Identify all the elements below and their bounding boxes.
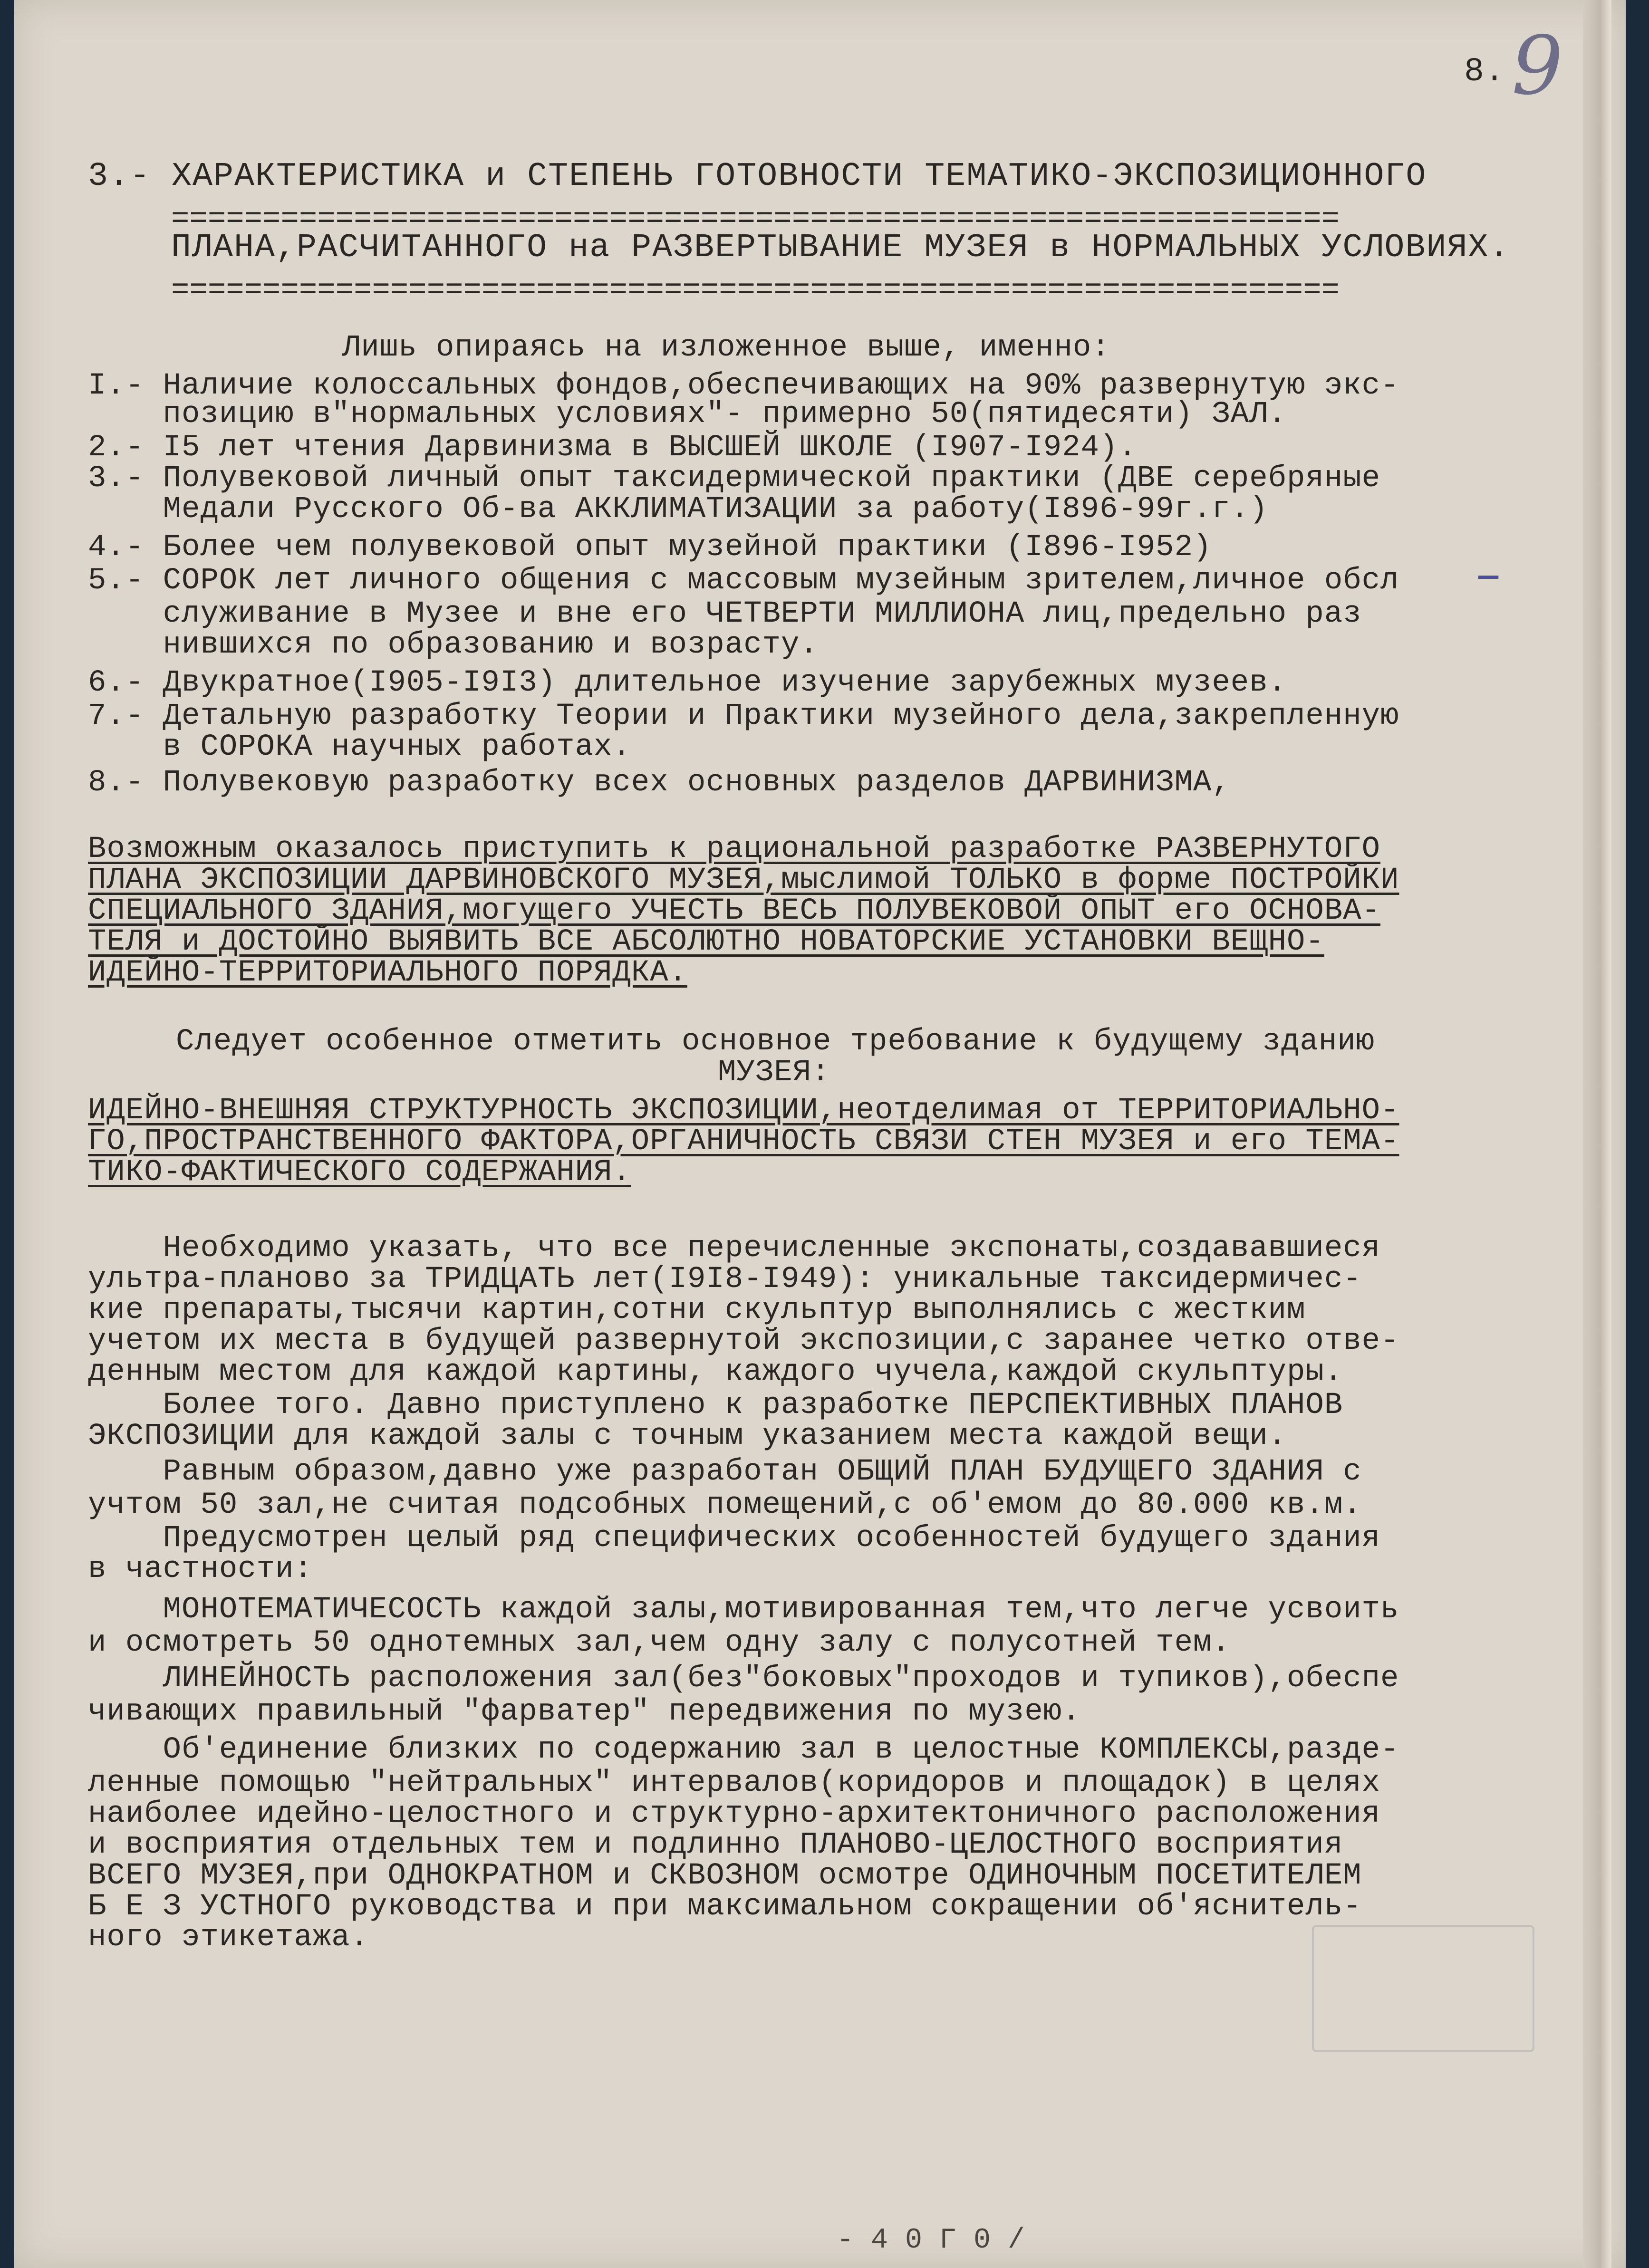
body-line-22: ного этикетажа. xyxy=(88,1921,369,1955)
handwritten-page-number: 9 xyxy=(1512,19,1563,113)
ink-correction-mark: — xyxy=(1478,558,1499,596)
body-line-7: ЭКСПОЗИЦИИ для каждой залы с точным указанием места каждой вещи. xyxy=(88,1419,1287,1453)
conclusion-line-2: ПЛАНА ЭКСПОЗИЦИИ ДАРВИНОВСКОГО МУЗЕЯ,мыслимой ТОЛЬКО в форме ПОСТРОЙКИ xyxy=(88,863,1399,897)
requirement-underlined-1: ИДЕЙНО-ВНЕШНЯЯ СТРУКТУРНОСТЬ ЭКСПОЗИЦИИ,неотделимая от ТЕРРИТОРИАЛЬНО- xyxy=(88,1094,1399,1128)
body-line-2: ультра-планово за ТРИДЦАТЬ лет(I9I8-I949): уникальные таксидермичес- xyxy=(88,1262,1362,1297)
requirement-line-1: Следует особенное отметить основное требование к будущему зданию xyxy=(176,1025,1375,1059)
body-line-5: денным местом для каждой картины, каждого чучела,каждой скульптуры. xyxy=(88,1355,1343,1389)
body-line-15: чивающих правильный "фарватер" передвижения по музею. xyxy=(88,1695,1081,1729)
body-line-1: Необходимо указать, что все перечисленные экспонаты,создававшиеся xyxy=(88,1231,1381,1266)
list-item-4: 4.- Более чем полувековой опыт музейной практики (I896-I952) xyxy=(88,530,1212,565)
body-line-9: учтом 50 зал,не считая подсобных помещений,с об'емом до 80.000 кв.м. xyxy=(88,1488,1362,1522)
list-item-1-cont: позицию в"нормальных условиях"- примерно 50(пятидесяти) ЗАЛ. xyxy=(88,397,1287,432)
body-line-16: Об'единение близких по содержанию зал в целостные КОМПЛЕКСЫ,разде- xyxy=(88,1733,1399,1767)
body-line-21: Б Е З УСТНОГО руководства и при максимальном сокращении об'яснитель- xyxy=(88,1890,1362,1924)
requirement-underlined-2: ГО,ПРОСТРАНСТВЕННОГО ФАКТОРА,ОРГАНИЧНОСТЬ СВЯЗИ СТЕН МУЗЕЯ и его ТЕМА- xyxy=(88,1124,1399,1159)
conclusion-line-4: ТЕЛЯ и ДОСТОЙНО ВЫЯВИТЬ ВСЕ АБСОЛЮТНО НОВАТОРСКИЕ УСТАНОВКИ ВЕЩНО- xyxy=(88,925,1324,959)
list-item-5: 5.- СОРОК лет личного общения с массовым музейным зрителем,личное обсл xyxy=(88,564,1399,598)
requirement-line-2: МУЗЕЯ: xyxy=(718,1056,830,1090)
body-line-10: Предусмотрен целый ряд специфических особенностей будущего здания xyxy=(88,1521,1381,1556)
list-item-6: 6.- Двукратное(I905-I9I3) длительное изучение зарубежных музеев. xyxy=(88,666,1287,700)
heading-line-1: 3.- ХАРАКТЕРИСТИКА и СТЕПЕНЬ ГОТОВНОСТИ ТЕМАТИКО-ЭКСПОЗИЦИОННОГО xyxy=(88,158,1427,195)
page-stack-edge xyxy=(1583,0,1611,2268)
body-line-4: учетом их места в будущей развернутой экспозиции,с заранее четко отве- xyxy=(88,1324,1399,1358)
list-item-7: 7.- Детальную разработку Теории и Практики музейного дела,закрепленную xyxy=(88,699,1399,733)
body-line-13: и осмотреть 50 однотемных зал,чем одну залу с полусотней тем. xyxy=(88,1626,1231,1660)
list-item-7-cont: в СОРОКА научных работах. xyxy=(88,730,631,764)
heading-rule-1: ================================================================ xyxy=(171,202,1340,237)
body-line-18: наиболее идейно-целостного и структурно-архитектоничного расположения xyxy=(88,1797,1381,1831)
conclusion-line-1: Возможным оказалось приступить к рациональной разработке РАЗВЕРНУТОГО xyxy=(88,832,1381,866)
body-line-14: ЛИНЕЙНОСТЬ расположения зал(без"боковых"проходов и тупиков),обеспе xyxy=(88,1662,1399,1696)
body-line-19: и восприятия отдельных тем и подлинно ПЛАНОВО-ЦЕЛОСТНОГО восприятия xyxy=(88,1828,1343,1862)
page-number: 8. xyxy=(1464,53,1505,91)
body-line-6: Более того. Давно приступлено к разработке ПЕРСПЕКТИВНЫХ ПЛАНОВ xyxy=(88,1388,1343,1422)
list-item-5-cont: служивание в Музее и вне его ЧЕТВЕРТИ МИЛЛИОНА лиц,предельно раз xyxy=(88,597,1362,631)
archive-stamp xyxy=(1312,1925,1534,2052)
body-line-20: ВСЕГО МУЗЕЯ,при ОДНОКРАТНОМ и СКВОЗНОМ осмотре ОДИНОЧНЫМ ПОСЕТИТЕЛЕМ xyxy=(88,1859,1362,1893)
list-item-5-cont-2: нившихся по образованию и возрасту. xyxy=(88,628,819,662)
list-item-2: 2.- I5 лет чтения Дарвинизма в ВЫСШЕЙ ШКОЛЕ (I907-I924). xyxy=(88,431,1137,465)
list-item-1: I.- Наличие колоссальных фондов,обеспечивающих на 90% развернутую экс- xyxy=(88,369,1399,403)
list-item-3: 3.- Полувековой личный опыт таксидермической практики (ДВЕ серебряные xyxy=(88,461,1381,496)
body-line-12: МОНОТЕМАТИЧЕСОСТЬ каждой залы,мотивированная тем,что легче усвоить xyxy=(88,1593,1399,1627)
conclusion-line-3: СПЕЦИАЛЬНОГО ЗДАНИЯ,могущего УЧЕСТЬ ВЕСЬ ПОЛУВЕКОВОЙ ОПЫТ его ОСНОВА- xyxy=(88,894,1381,928)
intro-line: Лишь опираясь на изложенное выше, именно: xyxy=(342,331,1110,365)
heading-rule-2: ================================================================ xyxy=(171,274,1340,308)
body-line-11: в частности: xyxy=(88,1552,313,1586)
body-line-17: ленные помощью "нейтральных" интервалов(коридоров и площадок) в целях xyxy=(88,1766,1381,1800)
heading-line-2: ПЛАНА,РАСЧИТАННОГО на РАЗВЕРТЫВАНИЕ МУЗЕЯ в НОРМАЛЬНЫХ УСЛОВИЯХ. xyxy=(171,229,1510,267)
footer-mark: - 4 0 Г 0 / xyxy=(837,2224,1025,2257)
list-item-3-cont: Медали Русского Об-ва АККЛИМАТИЗАЦИИ за работу(I896-99г.г.) xyxy=(88,492,1268,527)
conclusion-line-5: ИДЕЙНО-ТЕРРИТОРИАЛЬНОГО ПОРЯДКА. xyxy=(88,956,687,990)
requirement-underlined-3: ТИКО-ФАКТИЧЕСКОГО СОДЕРЖАНИЯ. xyxy=(88,1155,631,1190)
list-item-8: 8.- Полувековую разработку всех основных разделов ДАРВИНИЗМА, xyxy=(88,766,1231,800)
body-line-8: Равным образом,давно уже разработан ОБЩИЙ ПЛАН БУДУЩЕГО ЗДАНИЯ с xyxy=(88,1455,1362,1489)
body-line-3: кие препараты,тысячи картин,сотни скульптур выполнялись с жестким xyxy=(88,1293,1306,1327)
